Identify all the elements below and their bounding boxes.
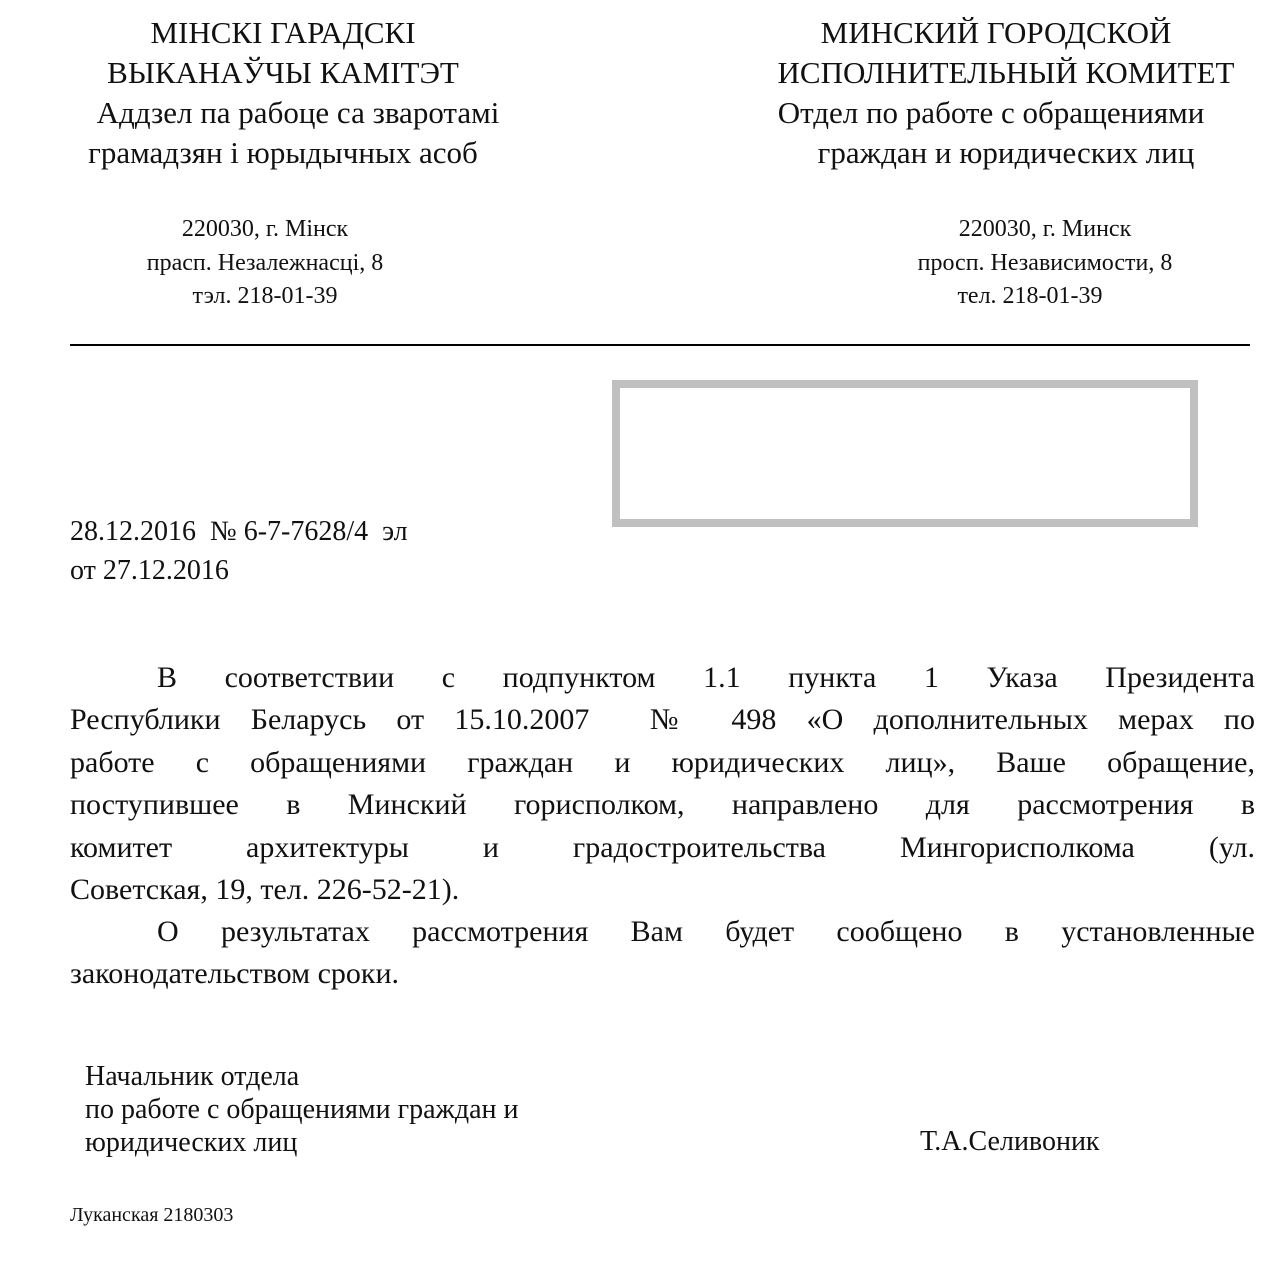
body-line: Республики Беларусь от 15.10.2007 № 498 «О дополнительных мерах по <box>70 703 1255 736</box>
position-line: по работе с обращениями граждан и <box>85 1094 519 1125</box>
position-line: Начальник отдела <box>85 1061 300 1092</box>
dept-name-line: грамадзян і юрыдычных асоб <box>88 135 478 170</box>
reference-number: 28.12.2016 № 6-7-7628/4 эл <box>70 516 408 547</box>
position-line: юридических лиц <box>85 1127 298 1158</box>
org-name-line: МИНСКИЙ ГОРОДСКОЙ <box>820 15 1172 50</box>
header-belarusian <box>0 13 583 173</box>
address-belarusian <box>0 213 565 314</box>
dept-name-line: Отдел по работе с обращениями <box>777 95 1205 130</box>
redacted-addressee-box <box>612 380 1198 527</box>
org-name-line: ИСПОЛНИТЕЛЬНЫЙ КОМИТЕТ <box>777 55 1235 90</box>
header-russian <box>706 13 1280 173</box>
body-line: работе с обращениями граждан и юридических лиц», Ваше обращение, <box>70 746 1255 779</box>
signatory-name: Т.А.Селивоник <box>920 1126 1100 1157</box>
dept-name-line: граждан и юридических лиц <box>817 135 1195 170</box>
body-line: Советская, 19, тел. 226-52-21). <box>70 873 460 906</box>
header-divider <box>70 344 1250 346</box>
dept-name-line: Аддзел па рабоце са зваротамі <box>96 95 500 130</box>
executor-note: Луканская 2180303 <box>70 1204 234 1226</box>
org-name-line: МІНСКІ ГАРАДСКІ <box>150 15 416 50</box>
address-line: прасп. Незалежнасці, 8 <box>146 249 384 276</box>
signatory-position <box>85 1060 519 1159</box>
body-line: О результатах рассмотрения Вам будет сообщено в установленные <box>157 915 1255 948</box>
body-line: В соответствии с подпунктом 1.1 пункта 1 Указа Президента <box>157 661 1255 694</box>
address-line: 220030, г. Минск <box>958 216 1132 242</box>
reference-date: от 27.12.2016 <box>70 555 229 586</box>
body-line: законодательством сроки. <box>70 957 400 990</box>
body-line: комитет архитектуры и градостроительства Мингорисполкома (ул. <box>70 831 1255 864</box>
address-line: 220030, г. Мінск <box>181 216 349 242</box>
org-name-line: ВЫКАНАЎЧЫ КАМІТЭТ <box>107 55 459 90</box>
phone-line: тел. 218-01-39 <box>957 283 1103 309</box>
body-line: поступившее в Минский горисполком, направлено для рассмотрения в <box>70 788 1255 821</box>
phone-line: тэл. 218-01-39 <box>192 283 338 309</box>
address-russian <box>745 213 1280 314</box>
address-line: просп. Независимости, 8 <box>917 249 1173 276</box>
